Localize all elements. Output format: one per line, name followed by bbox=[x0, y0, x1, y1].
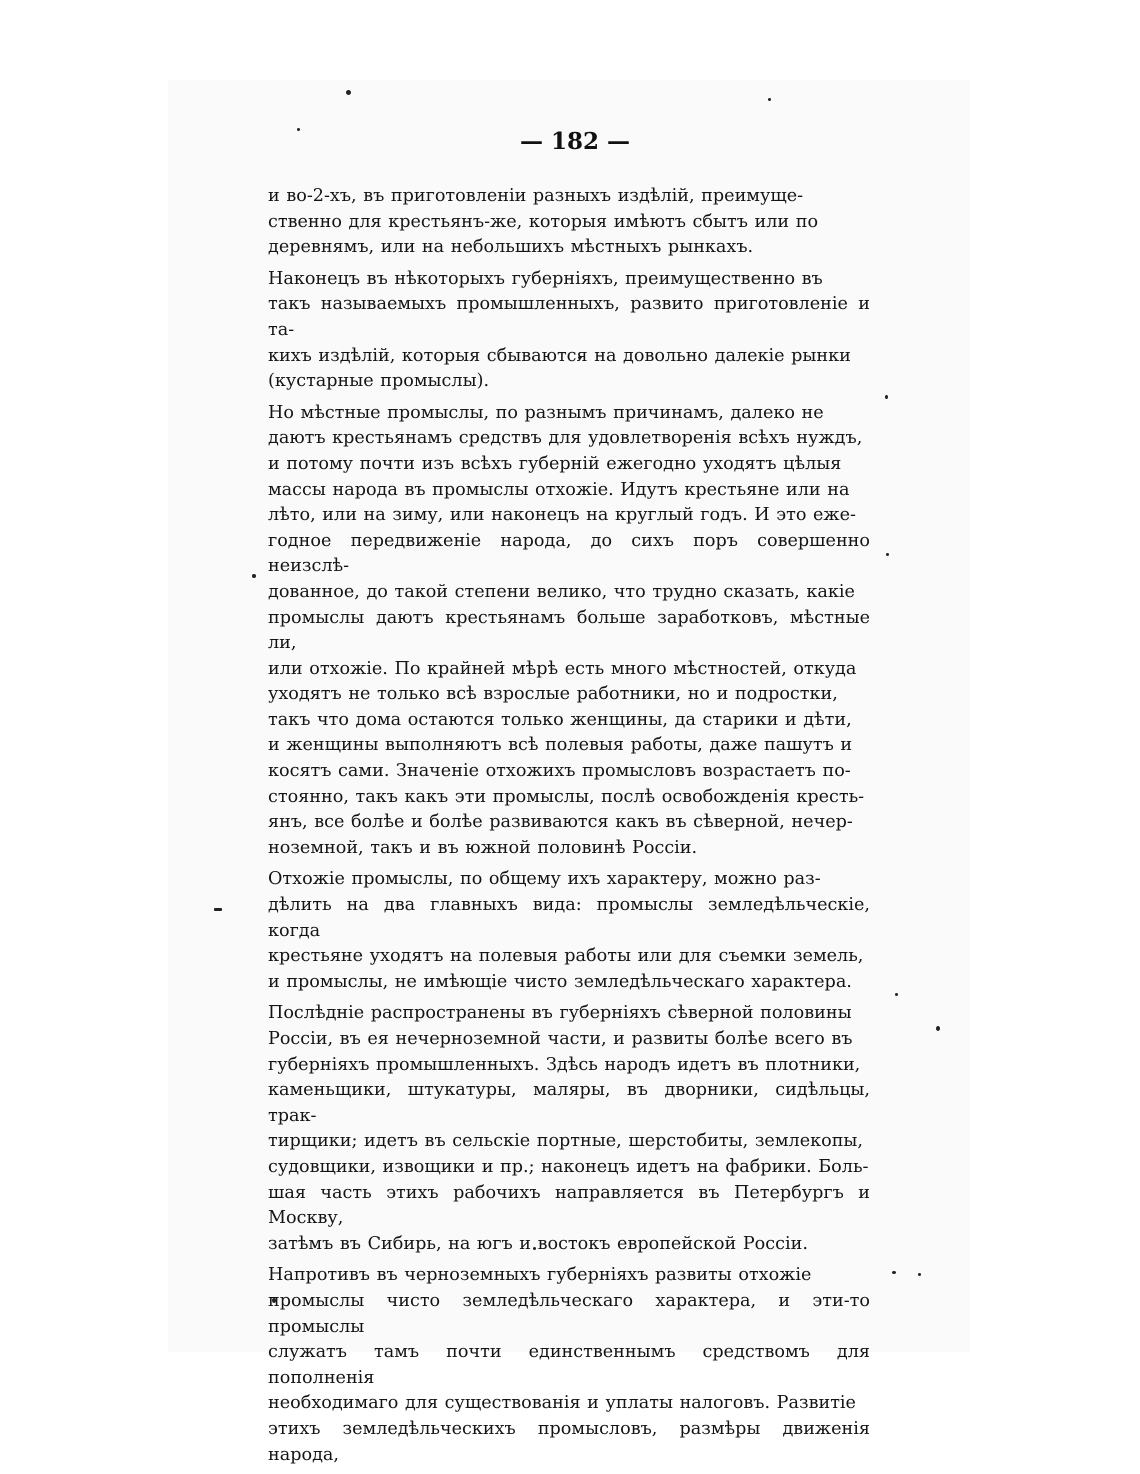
scan-speck bbox=[918, 1273, 921, 1276]
scan-speck bbox=[252, 574, 256, 578]
scan-speck bbox=[892, 1271, 896, 1274]
paragraph: Наконецъ въ нѣкоторыхъ губерніяхъ, преимущественно въ такъ называемыхъ промышленныхъ, развито приготовленіе и та- кихъ издѣлій, которыя сбываются на довольно далекіе рынки (кустарные промыслы). bbox=[268, 268, 870, 392]
paragraph: и во-2-хъ, въ приготовленіи разныхъ издѣлій, преимуще- ственно для крестьянъ-же, которыя имѣютъ сбытъ или по деревнямъ, или на небольшихъ мѣстныхъ рынкахъ. bbox=[268, 186, 819, 258]
paragraph: Отхожіе промыслы, по общему ихъ характеру, можно раз- дѣлить на два главныхъ вида: промыслы земледѣльческіе, когда крестьяне уходятъ на полевыя работы или для съемки земель, и промыслы, не имѣющіе чисто земледѣльческаго характера. bbox=[268, 869, 870, 992]
scan-speck bbox=[346, 90, 351, 95]
scan-speck bbox=[885, 395, 888, 399]
paragraph: Но мѣстные промыслы, по разнымъ причинамъ, далеко не даютъ крестьянамъ средствъ для удовлетворенія всѣхъ нуждъ, и потому почти изъ всѣхъ губерній ежегодно уходятъ цѣлыя массы народа въ промыслы отхожіе. Идутъ крестьяне или на лѣто, или на зиму, или наконецъ на круглый годъ. И это еже- годное передвиженіе народа, до сихъ поръ совершенно неизслѣ- дованное, до такой степени велико, что трудно сказать, какіе промыслы даютъ крестьянамъ больше заработковъ, мѣстные ли, или отхожіе. По крайней мѣрѣ есть много мѣстностей, откуда уходятъ не только всѣ взрослые работники, но и подростки, такъ что дома остаются только женщины, да старики и дѣти, и женщины выполняютъ всѣ полевыя работы, даже пашутъ и косятъ сами. Значеніе отхожихъ промысловъ возрастаетъ по- стоянно, такъ какъ эти промыслы, послѣ освобожденія кресть- янъ, все болѣе и болѣе развиваются какъ въ сѣверной, нечер- ноземной, такъ и въ южной половинѣ Россіи. bbox=[268, 402, 870, 858]
page-number: — 182 — bbox=[519, 128, 631, 155]
scan-speck bbox=[768, 98, 771, 101]
body-text bbox=[268, 184, 870, 1474]
paragraph: Напротивъ въ черноземныхъ губерніяхъ развиты отхожіе промыслы чисто земледѣльческаго характера, и эти-то промыслы служатъ тамъ почти единственнымъ средствомъ для пополненія необходимаго для существованія и уплаты налоговъ. Развитіе этихъ земледѣльческихъ промысловъ, размѣры движенія народа, bbox=[268, 1265, 870, 1465]
scan-speck bbox=[895, 993, 898, 996]
scan-speck bbox=[936, 1026, 940, 1031]
scan-speck bbox=[886, 553, 889, 556]
scan-speck bbox=[214, 908, 222, 911]
paragraph: Послѣдніе распространены въ губерніяхъ сѣверной половины Россіи, въ ея нечерноземной части, и развиты болѣе всего въ губерніяхъ промышленныхъ. Здѣсь народъ идетъ въ плотники, каменьщики, штукатуры, маляры, въ дворники, сидѣльцы, трак- тирщики; идетъ въ сельскіе портные, шерстобиты, землекопы, судовщики, извощики и пр.; наконецъ идетъ на фабрики. Боль- шая часть этихъ рабочихъ направляется въ Петербургъ и Москву, затѣмъ въ Сибирь, на югъ и востокъ европейской Россіи. bbox=[268, 1003, 870, 1254]
